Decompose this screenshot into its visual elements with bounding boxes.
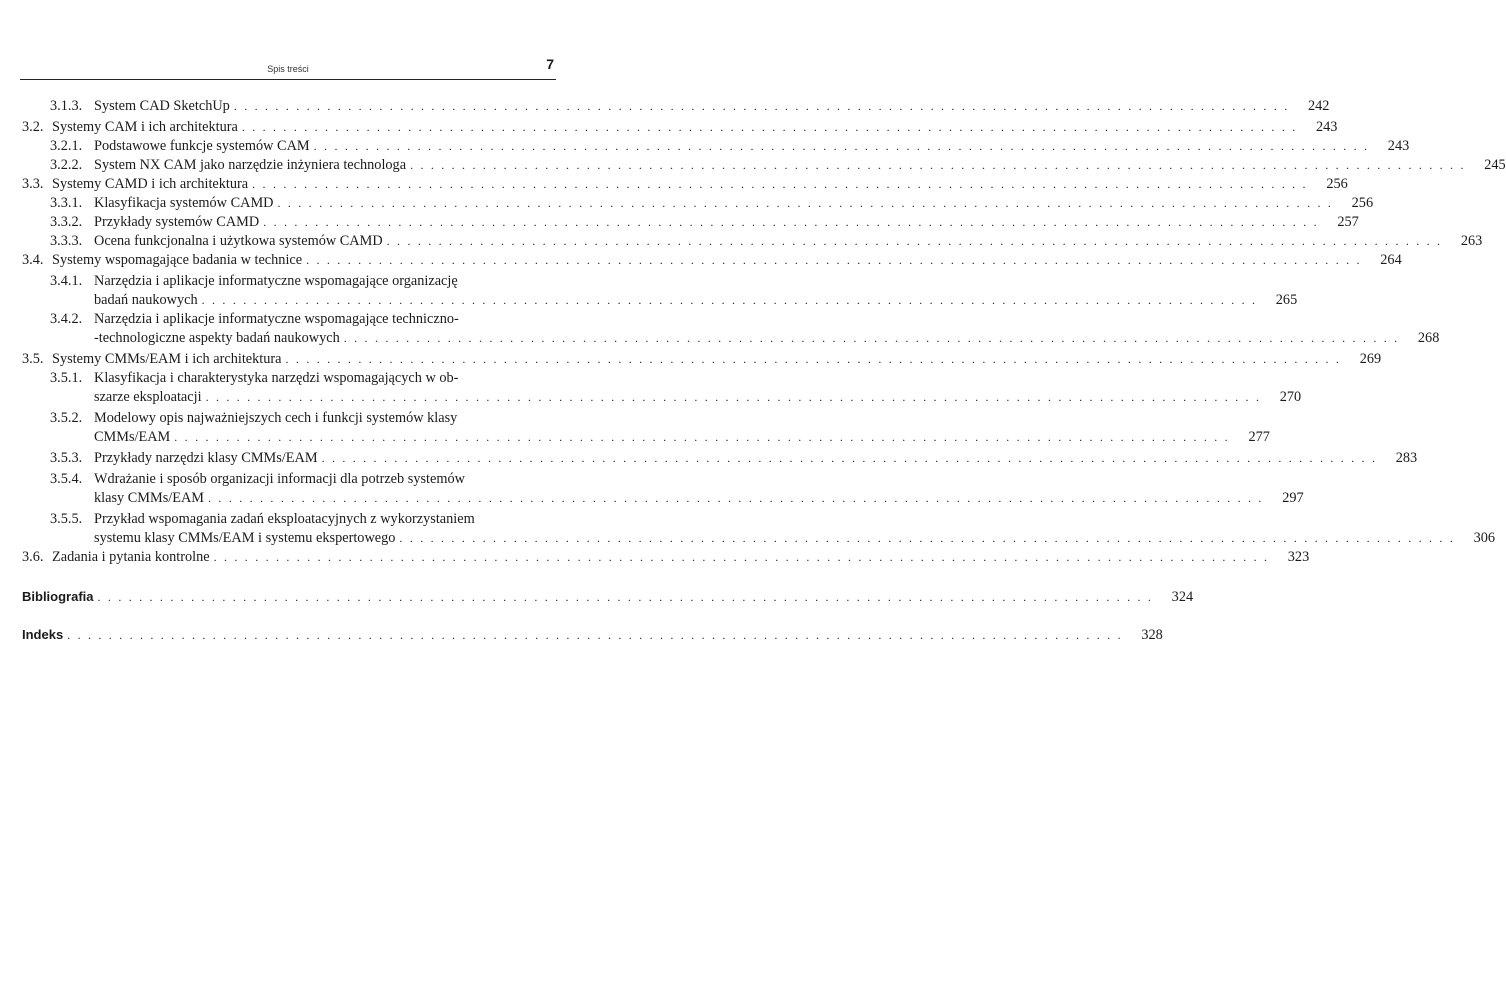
toc-entry (22, 548, 1310, 567)
entry-last-line (94, 156, 1506, 175)
toc-entry (50, 194, 1374, 213)
back-matter-page: 328 (1141, 627, 1163, 643)
entry-page: 243 (1387, 138, 1410, 154)
entry-page: 264 (1380, 252, 1402, 268)
dot-leader (214, 548, 1270, 567)
entry-last-line (52, 350, 1382, 369)
entry-page: 277 (1248, 429, 1270, 445)
back-matter-title: Bibliografia (22, 589, 94, 604)
page-number: 7 (546, 56, 554, 72)
entry-last-line (52, 175, 1348, 194)
entry-last-line (22, 587, 1193, 607)
entry-body (94, 272, 1298, 310)
entry-title-line: Podstawowe funkcje systemów CAM (94, 138, 310, 154)
entry-title-line: Klasyfikacja systemów CAMD (94, 195, 274, 211)
entry-title-line: Klasyfikacja i charakterystyka narzędzi wspomagających w ob- (94, 370, 459, 386)
entry-number: 3.2.1. (50, 138, 83, 154)
entry-last-line (94, 194, 1374, 213)
entry-title-line: klasy CMMs/EAM (94, 490, 205, 506)
header-title: Spis treści (267, 64, 309, 74)
entry-title-line: Systemy CAMD i ich architektura (52, 176, 249, 192)
entry-last-line (94, 213, 1359, 232)
entry-last-line (94, 291, 1298, 310)
toc-entry (50, 510, 1496, 548)
toc-entry (22, 350, 1382, 369)
dot-leader (344, 329, 1400, 348)
entry-title-line: Narzędzia i aplikacje informatyczne wspomagające techniczno- (94, 311, 459, 327)
entry-last-line (94, 97, 1330, 116)
entry-body (94, 213, 1359, 232)
entry-number: 3.1.3. (50, 98, 83, 114)
back-matter-title: Indeks (22, 627, 64, 642)
entry-last-line (94, 529, 1496, 548)
entry-number: 3.5.2. (50, 410, 83, 426)
entry-page: 323 (1287, 549, 1310, 565)
entry-number: 3.6. (22, 549, 44, 565)
entry-title-line: Przykład wspomagania zadań eksploatacyjnych z wykorzystaniem (94, 511, 475, 527)
entry-title-line: Narzędzia i aplikacje informatyczne wspomagające organizację (94, 273, 458, 289)
dot-leader (399, 529, 1455, 548)
entry-body (52, 175, 1348, 194)
toc-entry (50, 310, 1440, 348)
entry-title-line: System CAD SketchUp (94, 98, 230, 114)
entry-number: 3.5.4. (50, 471, 83, 487)
entry-body (94, 194, 1374, 213)
entry-last-line (22, 625, 1163, 645)
entry-page: 263 (1460, 233, 1483, 249)
entry-body (94, 470, 1304, 508)
entry-page: 283 (1395, 450, 1418, 466)
entry-title-line: Modelowy opis najważniejszych cech i funkcji systemów klasy (94, 410, 458, 426)
entry-last-line (52, 548, 1310, 567)
dot-leader (314, 137, 1370, 156)
entry-number: 3.5.5. (50, 511, 83, 527)
entry-body (94, 232, 1483, 251)
entry-body (52, 118, 1338, 137)
entry-page: 270 (1279, 389, 1302, 405)
toc-entry (50, 97, 1330, 116)
entry-last-line (52, 251, 1402, 270)
entry-last-line (94, 137, 1410, 156)
entry-number: 3.3.2. (50, 214, 83, 230)
header-rule (20, 79, 556, 80)
entry-page: 256 (1351, 195, 1374, 211)
entry-last-line (94, 329, 1440, 348)
entry-number: 3.5.1. (50, 370, 83, 386)
entry-page: 256 (1326, 176, 1348, 192)
entry-page: 243 (1315, 119, 1338, 135)
dot-leader (286, 350, 1342, 369)
toc-entry (50, 213, 1359, 232)
entry-number: 3.3.1. (50, 195, 83, 211)
entry-title-line: System NX CAM jako narzędzie inżyniera technologa (94, 157, 407, 173)
entry-page: 245 (1484, 157, 1506, 173)
entry-last-line (94, 388, 1302, 407)
entry-number: 3.4.1. (50, 273, 83, 289)
entry-number: 3.2. (22, 119, 44, 135)
entry-page: 268 (1417, 330, 1440, 346)
entry-page: 297 (1282, 490, 1304, 506)
dot-leader (263, 213, 1319, 232)
dot-leader (174, 428, 1230, 447)
dot-leader (252, 175, 1308, 194)
entry-page: 257 (1337, 214, 1359, 230)
toc-entry (50, 272, 1298, 310)
toc-entry (50, 137, 1410, 156)
entry-body (94, 137, 1410, 156)
entry-body (94, 409, 1270, 447)
entry-title-line: systemu klasy CMMs/EAM i systemu ekspertowego (94, 530, 396, 546)
entry-body (52, 251, 1402, 270)
toc-entry (22, 175, 1348, 194)
dot-leader (387, 232, 1443, 251)
entry-last-line (94, 232, 1483, 251)
entry-body (94, 369, 1302, 407)
entry-number: 3.2.2. (50, 157, 83, 173)
entry-page: 265 (1275, 292, 1298, 308)
entry-title-line: Systemy CAM i ich architektura (52, 119, 238, 135)
running-header (20, 56, 556, 80)
entry-body (94, 510, 1496, 548)
dot-leader (410, 156, 1466, 175)
entry-title-line: CMMs/EAM (94, 429, 171, 445)
table-of-contents (22, 97, 1506, 645)
toc-entry (50, 409, 1270, 447)
dot-leader (98, 588, 1154, 607)
entry-last-line (94, 428, 1270, 447)
dot-leader (306, 251, 1362, 270)
toc-entry (50, 232, 1483, 251)
entry-title-line: Ocena funkcjonalna i użytkowa systemów CAMD (94, 233, 383, 249)
toc-entry (22, 251, 1402, 270)
dot-leader (202, 291, 1258, 310)
dot-leader (277, 194, 1333, 213)
toc-entry (50, 369, 1302, 407)
entry-page: 269 (1359, 351, 1382, 367)
dot-leader (208, 489, 1264, 508)
entry-page: 242 (1307, 98, 1330, 114)
toc-entry (22, 118, 1338, 137)
entry-number: 3.4. (22, 252, 44, 268)
entry-body (94, 156, 1506, 175)
dot-leader (242, 118, 1298, 137)
entry-number: 3.5.3. (50, 450, 83, 466)
toc-entry (50, 470, 1304, 508)
entry-number: 3.4.2. (50, 311, 83, 327)
entry-title-line: Przykłady narzędzi klasy CMMs/EAM (94, 450, 318, 466)
entry-body (94, 97, 1330, 116)
toc-entry (50, 449, 1418, 468)
entry-title-line: Systemy wspomagające badania w technice (52, 252, 303, 268)
toc-entry (50, 156, 1506, 175)
entry-body (52, 548, 1310, 567)
entry-body (52, 350, 1382, 369)
entry-page: 306 (1473, 530, 1496, 546)
entry-last-line (94, 449, 1418, 468)
entry-body (94, 449, 1418, 468)
dot-leader (206, 388, 1262, 407)
entry-last-line (52, 118, 1338, 137)
dot-leader (67, 626, 1123, 645)
entry-title-line: Przykłady systemów CAMD (94, 214, 260, 230)
entry-title-line: Wdrażanie i sposób organizacji informacji dla potrzeb systemów (94, 471, 465, 487)
entry-title-line: Systemy CMMs/EAM i ich architektura (52, 351, 282, 367)
entry-title-line: -technologiczne aspekty badań naukowych (94, 330, 340, 346)
entry-number: 3.5. (22, 351, 44, 367)
dot-leader (322, 449, 1378, 468)
entry-number: 3.3.3. (50, 233, 83, 249)
dot-leader (234, 97, 1290, 116)
entry-title-line: badań naukowych (94, 292, 198, 308)
back-matter-entry (22, 625, 1163, 645)
entry-last-line (94, 489, 1304, 508)
back-matter-entry (22, 587, 1194, 607)
entry-number: 3.3. (22, 176, 44, 192)
entry-title-line: Zadania i pytania kontrolne (52, 549, 210, 565)
entry-body (94, 310, 1440, 348)
back-matter-page: 324 (1171, 589, 1194, 605)
entry-title-line: szarze eksploatacji (94, 389, 202, 405)
